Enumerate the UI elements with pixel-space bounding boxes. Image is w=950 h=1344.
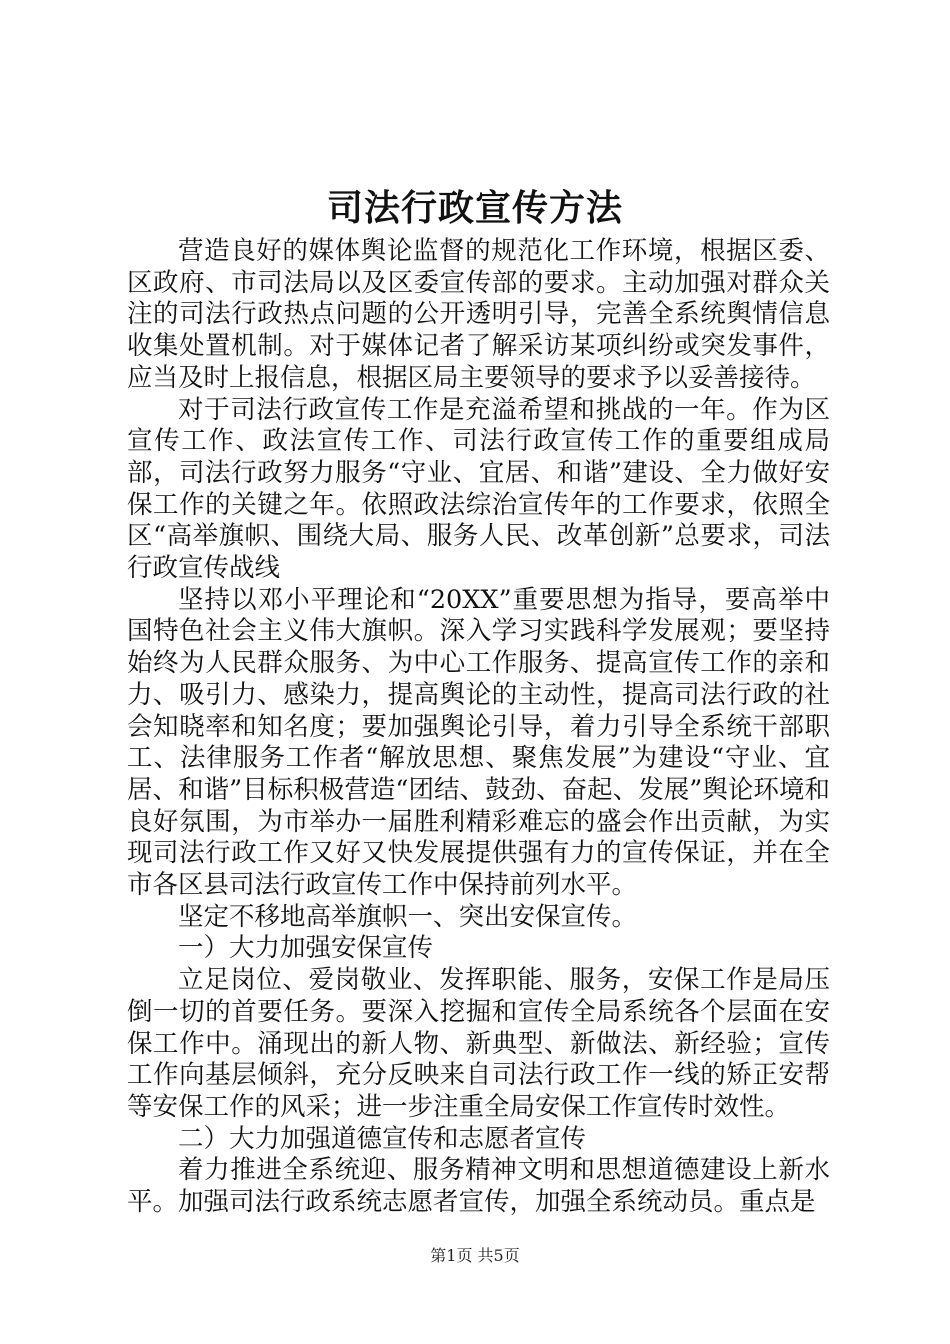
document-title: 司法行政宣传方法 [326, 187, 623, 229]
section-heading: 一）大力加强安保宣传 [178, 933, 434, 964]
paragraph: 着力推进全系统迎、服务精神文明和思想道德建设上新水平。加强司法行政系统志愿者宣传，加强全系统动员。重点是 [127, 1155, 830, 1218]
paragraph: 对于司法行政宣传工作是充溢希望和挑战的一年。作为区宣传工作、政法宣传工作、司法行政宣传工作的重要组成局部，司法行政努力服务“守业、宜居、和谐”建设、全力做好安保工作的关键之年。依照政法综治宣传年的工作要求，依照全区“高举旗帜、围绕大局、服务人民、改革创新”总要求，司法行政宣传战线 [127, 394, 830, 584]
document-body [127, 236, 830, 1219]
paragraph: 立足岗位、爱岗敬业、发挥职能、服务，安保工作是局压倒一切的首要任务。要深入挖掘和宣传全局系统各个层面在安保工作中。涌现出的新人物、新典型、新做法、新经验；宣传工作向基层倾斜，充分反映来自司法行政工作一线的矫正安帮等安保工作的风采；进一步注重全局安保工作宣传时效性。 [127, 965, 830, 1122]
paragraph: 坚定不移地高举旗帜一、突出安保宣传。 [178, 901, 638, 932]
page-number-footer: 第1页 共5页 [430, 1246, 520, 1265]
section-heading: 二）大力加强道德宣传和志愿者宣传 [178, 1123, 587, 1154]
paragraph: 坚持以邓小平理论和“20XX”重要思想为指导，要高举中国特色社会主义伟大旗帜。深入学习实践科学发展观；要坚持始终为人民群众服务、为中心工作服务、提高宣传工作的亲和力、吸引力、感染力，提高舆论的主动性，提高司法行政的社会知晓率和知名度；要加强舆论引导，着力引导全系统干部职工、法律服务工作者“解放思想、聚焦发展”为建设“守业、宜居、和谐”目标积极营造“团结、鼓劲、奋起、发展”舆论环境和良好氛围，为市举办一届胜利精彩难忘的盛会作出贡献，为实现司法行政工作又好又快发展提供强有力的宣传保证，并在全市各区县司法行政宣传工作中保持前列水平。 [127, 584, 830, 901]
paragraph: 营造良好的媒体舆论监督的规范化工作环境，根据区委、区政府、市司法局以及区委宣传部的要求。主动加强对群众关注的司法行政热点问题的公开透明引导，完善全系统舆情信息收集处置机制。对于媒体记者了解采访某项纠纷或突发事件，应当及时上报信息，根据区局主要领导的要求予以妥善接待。 [127, 236, 830, 393]
